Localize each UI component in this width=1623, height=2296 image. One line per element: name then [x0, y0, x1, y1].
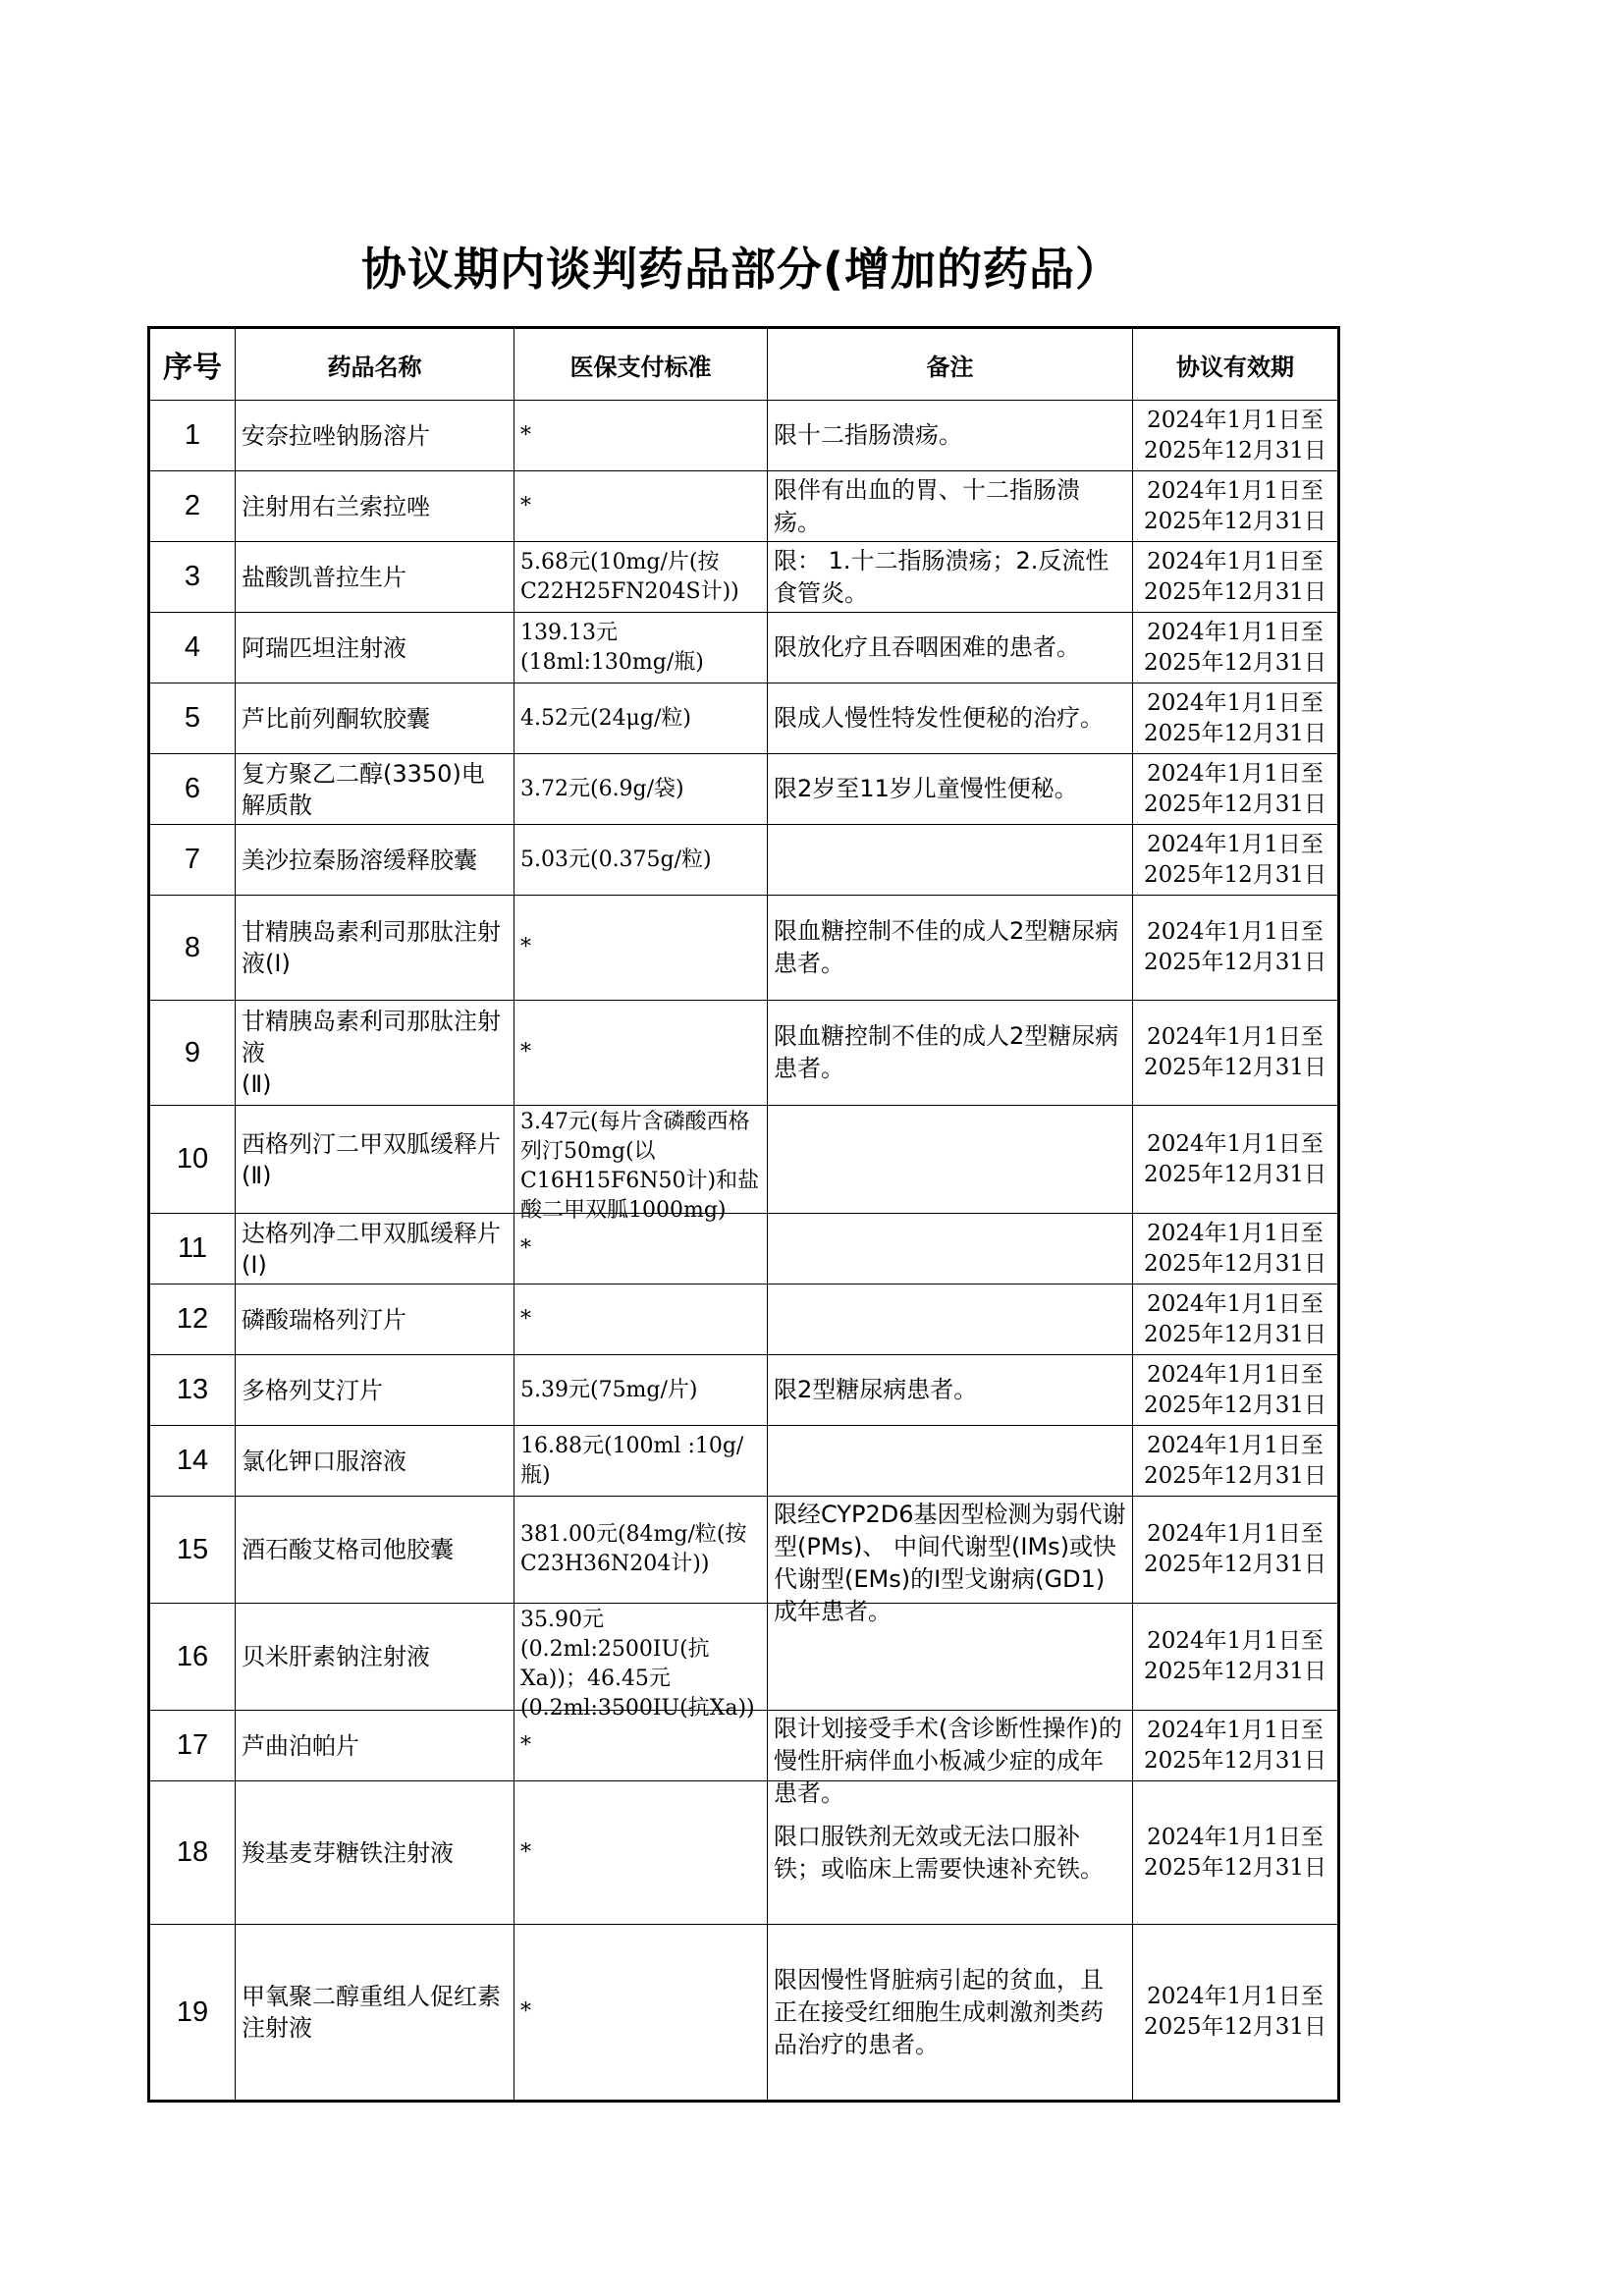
period-start: 2024年1月1日至 — [1147, 1717, 1324, 1743]
table-row — [149, 1285, 1339, 1355]
period-end: 2025年12月31日 — [1143, 1659, 1327, 1684]
row-agreement-period — [1133, 683, 1339, 754]
row-note: 限因慢性肾脏病引起的贫血，且正在接受红细胞生成刺激剂类药品治疗的患者。 — [774, 1965, 1104, 2058]
row-seq: 7 — [149, 825, 236, 896]
table-row — [149, 683, 1339, 754]
table-row — [149, 471, 1339, 542]
row-agreement-period — [1133, 401, 1339, 471]
row-drug-name: 安奈拉唑钠肠溶片 — [236, 401, 514, 471]
period-start: 2024年1月1日至 — [1147, 1290, 1324, 1317]
row-seq: 17 — [149, 1711, 236, 1781]
row-note-cell — [768, 1925, 1133, 2102]
row-note-cell — [768, 754, 1133, 825]
row-note-cell — [768, 613, 1133, 683]
period-end: 2025年12月31日 — [1143, 1392, 1327, 1418]
row-drug-name: 芦比前列酮软胶囊 — [236, 683, 514, 754]
row-drug-name: 美沙拉秦肠溶缓释胶囊 — [236, 825, 514, 896]
row-note-cell — [768, 1001, 1133, 1106]
row-agreement-period — [1133, 896, 1339, 1001]
period-start: 2024年1月1日至 — [1147, 1361, 1324, 1388]
row-note: 限计划接受手术(含诊断性操作)的慢性肝病伴血小板减少症的成年患者。 — [774, 1714, 1122, 1807]
row-drug-name: 芦曲泊帕片 — [236, 1711, 514, 1781]
period-start: 2024年1月1日至 — [1147, 1628, 1324, 1654]
row-payment-standard-cell — [514, 1426, 768, 1497]
row-payment-standard: 5.68元(10mg/片(按C22H25FN204S计)) — [520, 549, 739, 604]
period-start: 2024年1月1日至 — [1147, 1521, 1324, 1547]
row-payment-standard-cell — [514, 471, 768, 542]
table-body — [149, 401, 1339, 2102]
row-seq: 16 — [149, 1604, 236, 1711]
row-payment-standard: 3.72元(6.9g/袋) — [520, 776, 684, 801]
period-end: 2025年12月31日 — [1143, 1161, 1327, 1187]
row-note: 限经CYP2D6基因型检测为弱代谢型(PMs)、 中间代谢型(IMs)或快代谢型(EMs)的Ⅰ型戈谢病(GD1)成年患者。 — [774, 1500, 1126, 1625]
row-payment-standard-cell — [514, 1604, 768, 1721]
row-agreement-period — [1133, 1497, 1339, 1604]
row-agreement-period — [1133, 1711, 1339, 1781]
period-start: 2024年1月1日至 — [1147, 407, 1324, 433]
row-seq: 10 — [149, 1106, 236, 1214]
row-payment-standard-cell — [514, 754, 768, 825]
row-drug-name: 复方聚乙二醇(3350)电解质散 — [236, 754, 514, 825]
period-end: 2025年12月31日 — [1143, 1462, 1327, 1489]
row-note-cell — [768, 896, 1133, 1001]
table-header-row — [149, 328, 1339, 401]
row-note-cell — [768, 1426, 1133, 1497]
row-seq: 8 — [149, 896, 236, 1001]
row-payment-standard-cell — [514, 825, 768, 896]
drug-table — [147, 326, 1340, 2103]
row-note-cell — [768, 1497, 1133, 1625]
row-payment-standard-cell — [514, 896, 768, 1001]
table-row — [149, 1497, 1339, 1604]
row-drug-name: 注射用右兰索拉唑 — [236, 471, 514, 542]
row-note: 限口服铁剂无效或无法口服补铁；或临床上需要快速补充铁。 — [774, 1822, 1104, 1883]
row-payment-standard: 3.47元(每片含磷酸西格列汀50mg(以C16H15F6N50计)和盐酸二甲双胍1000mg) — [520, 1109, 760, 1223]
row-note-cell — [768, 471, 1133, 542]
period-end: 2025年12月31日 — [1143, 861, 1327, 888]
row-seq: 2 — [149, 471, 236, 542]
period-start: 2024年1月1日至 — [1147, 1984, 1324, 2009]
row-drug-name: 甲氧聚二醇重组人促红素注射液 — [236, 1925, 514, 2102]
row-note: 限2型糖尿病患者。 — [774, 1376, 978, 1403]
period-start: 2024年1月1日至 — [1147, 919, 1324, 945]
row-seq: 5 — [149, 683, 236, 754]
row-payment-standard: 16.88元(100ml :10g/瓶) — [520, 1433, 744, 1488]
period-start: 2024年1月1日至 — [1147, 548, 1324, 574]
period-start: 2024年1月1日至 — [1147, 831, 1324, 857]
row-note-cell — [768, 1214, 1133, 1285]
row-note: 限血糖控制不佳的成人2型糖尿病患者。 — [774, 1022, 1119, 1082]
row-payment-standard: 5.39元(75mg/片) — [520, 1377, 698, 1402]
period-start: 2024年1月1日至 — [1147, 1024, 1324, 1050]
row-seq: 14 — [149, 1426, 236, 1497]
row-seq: 13 — [149, 1355, 236, 1426]
row-seq: 4 — [149, 613, 236, 683]
row-payment-standard-cell — [514, 683, 768, 754]
row-note-cell — [768, 683, 1133, 754]
period-start: 2024年1月1日至 — [1147, 477, 1324, 504]
row-seq: 19 — [149, 1925, 236, 2102]
row-note: 限放化疗且吞咽困难的患者。 — [774, 633, 1080, 661]
period-start: 2024年1月1日至 — [1147, 689, 1324, 716]
table-row — [149, 542, 1339, 613]
table-row — [149, 754, 1339, 825]
row-note: 限2岁至11岁儿童慢性便秘。 — [774, 775, 1078, 802]
period-end: 2025年12月31日 — [1143, 950, 1327, 975]
period-end: 2025年12月31日 — [1143, 1055, 1327, 1080]
row-payment-standard: * — [520, 1306, 531, 1332]
row-payment-standard-cell — [514, 542, 768, 613]
row-payment-standard: 4.52元(24μg/粒) — [520, 705, 691, 731]
row-note: 限伴有出血的胃、十二指肠溃疡。 — [774, 475, 1080, 536]
row-note-cell — [768, 825, 1133, 896]
row-payment-standard: * — [520, 1040, 531, 1065]
row-note: 限十二指肠溃疡。 — [774, 421, 962, 449]
row-agreement-period — [1133, 1001, 1339, 1106]
row-agreement-period — [1133, 1355, 1339, 1426]
period-end: 2025年12月31日 — [1143, 791, 1327, 817]
table-row — [149, 1106, 1339, 1214]
row-seq: 1 — [149, 401, 236, 471]
row-seq: 9 — [149, 1001, 236, 1106]
row-note-cell — [768, 1285, 1133, 1355]
row-drug-name: 酒石酸艾格司他胶囊 — [236, 1497, 514, 1604]
row-payment-standard: 35.90元 (0.2ml:2500IU(抗Xa))；46.45元 (0.2ml:3500IU(抗Xa)) — [520, 1607, 755, 1721]
header-seq: 序号 — [149, 328, 236, 401]
row-drug-name: 甘精胰岛素利司那肽注射液 (Ⅱ) — [236, 1001, 514, 1106]
table-row — [149, 1781, 1339, 1925]
period-start: 2024年1月1日至 — [1147, 619, 1324, 645]
row-payment-standard-cell — [514, 1497, 768, 1604]
row-drug-name: 羧基麦芽糖铁注射液 — [236, 1781, 514, 1925]
row-seq: 15 — [149, 1497, 236, 1604]
row-payment-standard-cell — [514, 401, 768, 471]
row-agreement-period — [1133, 1925, 1339, 2102]
header-drug-name: 药品名称 — [236, 328, 514, 401]
table-row — [149, 1604, 1339, 1711]
period-start: 2024年1月1日至 — [1147, 1824, 1324, 1850]
page-title: 协议期内谈判药品部分(增加的药品） — [360, 243, 1122, 296]
row-seq: 6 — [149, 754, 236, 825]
period-end: 2025年12月31日 — [1143, 1747, 1327, 1774]
row-drug-name: 贝米肝素钠注射液 — [236, 1604, 514, 1711]
table-row — [149, 825, 1339, 896]
row-agreement-period — [1133, 471, 1339, 542]
table-row — [149, 1925, 1339, 2102]
table-row — [149, 1001, 1339, 1106]
row-payment-standard: * — [520, 1732, 531, 1758]
row-seq: 3 — [149, 542, 236, 613]
row-agreement-period — [1133, 1426, 1339, 1497]
row-note: 限： 1.十二指肠溃疡；2.反流性食管炎。 — [774, 546, 1109, 607]
row-drug-name: 达格列净二甲双胍缓释片(Ⅰ) — [236, 1214, 514, 1285]
row-agreement-period — [1133, 613, 1339, 683]
row-agreement-period — [1133, 1604, 1339, 1711]
row-payment-standard-cell — [514, 1285, 768, 1355]
row-agreement-period — [1133, 1214, 1339, 1285]
row-payment-standard-cell — [514, 1001, 768, 1106]
row-agreement-period — [1133, 1106, 1339, 1214]
row-note-cell — [768, 542, 1133, 613]
header-agreement-period: 协议有效期 — [1133, 328, 1339, 401]
row-payment-standard: * — [520, 935, 531, 959]
period-start: 2024年1月1日至 — [1147, 760, 1324, 787]
row-note-cell — [768, 1355, 1133, 1426]
period-end: 2025年12月31日 — [1143, 437, 1327, 464]
table-row — [149, 401, 1339, 471]
row-agreement-period — [1133, 1781, 1339, 1925]
header-payment-standard: 医保支付标准 — [514, 328, 768, 401]
row-payment-standard: 5.03元(0.375g/粒) — [520, 847, 712, 872]
period-end: 2025年12月31日 — [1143, 578, 1327, 605]
period-start: 2024年1月1日至 — [1147, 1220, 1324, 1246]
row-payment-standard: 139.13元(18ml:130mg/瓶) — [520, 620, 704, 675]
period-start: 2024年1月1日至 — [1147, 1432, 1324, 1458]
row-note-cell — [768, 1106, 1133, 1214]
row-seq: 11 — [149, 1214, 236, 1285]
row-agreement-period — [1133, 542, 1339, 613]
row-drug-name: 多格列艾汀片 — [236, 1355, 514, 1426]
row-payment-standard: * — [520, 422, 531, 448]
row-payment-standard-cell — [514, 1781, 768, 1925]
row-payment-standard: * — [520, 1839, 531, 1865]
row-payment-standard: 381.00元(84mg/粒(按C23H36N204计)) — [520, 1522, 747, 1576]
row-note: 限血糖控制不佳的成人2型糖尿病患者。 — [774, 917, 1119, 977]
row-payment-standard-cell — [514, 1106, 768, 1223]
table-row — [149, 1426, 1339, 1497]
period-start: 2024年1月1日至 — [1147, 1130, 1324, 1157]
row-note-cell — [768, 401, 1133, 471]
table-row — [149, 613, 1339, 683]
period-end: 2025年12月31日 — [1143, 1552, 1327, 1577]
row-payment-standard: * — [520, 1235, 531, 1261]
row-agreement-period — [1133, 825, 1339, 896]
row-seq: 12 — [149, 1285, 236, 1355]
period-end: 2025年12月31日 — [1143, 720, 1327, 746]
row-drug-name: 甘精胰岛素利司那肽注射液(Ⅰ) — [236, 896, 514, 1001]
period-end: 2025年12月31日 — [1143, 1250, 1327, 1277]
row-drug-name: 盐酸凯普拉生片 — [236, 542, 514, 613]
period-end: 2025年12月31日 — [1143, 508, 1327, 534]
row-payment-standard-cell — [514, 1355, 768, 1426]
row-agreement-period — [1133, 754, 1339, 825]
row-note-cell — [768, 1711, 1133, 1807]
row-payment-standard: * — [520, 493, 531, 519]
period-end: 2025年12月31日 — [1143, 2014, 1327, 2040]
table-row — [149, 896, 1339, 1001]
row-payment-standard-cell — [514, 1925, 768, 2102]
period-end: 2025年12月31日 — [1143, 1321, 1327, 1347]
period-end: 2025年12月31日 — [1143, 649, 1327, 676]
table-row — [149, 1355, 1339, 1426]
row-drug-name: 阿瑞匹坦注射液 — [236, 613, 514, 683]
period-end: 2025年12月31日 — [1143, 1854, 1327, 1881]
row-drug-name: 氯化钾口服溶液 — [236, 1426, 514, 1497]
table-row — [149, 1214, 1339, 1285]
row-note: 限成人慢性特发性便秘的治疗。 — [774, 704, 1104, 732]
row-drug-name: 磷酸瑞格列汀片 — [236, 1285, 514, 1355]
row-payment-standard-cell — [514, 613, 768, 683]
row-agreement-period — [1133, 1285, 1339, 1355]
row-payment-standard: * — [520, 1999, 531, 2024]
row-seq: 18 — [149, 1781, 236, 1925]
header-note: 备注 — [768, 328, 1133, 401]
row-drug-name: 西格列汀二甲双胍缓释片(Ⅱ) — [236, 1106, 514, 1214]
